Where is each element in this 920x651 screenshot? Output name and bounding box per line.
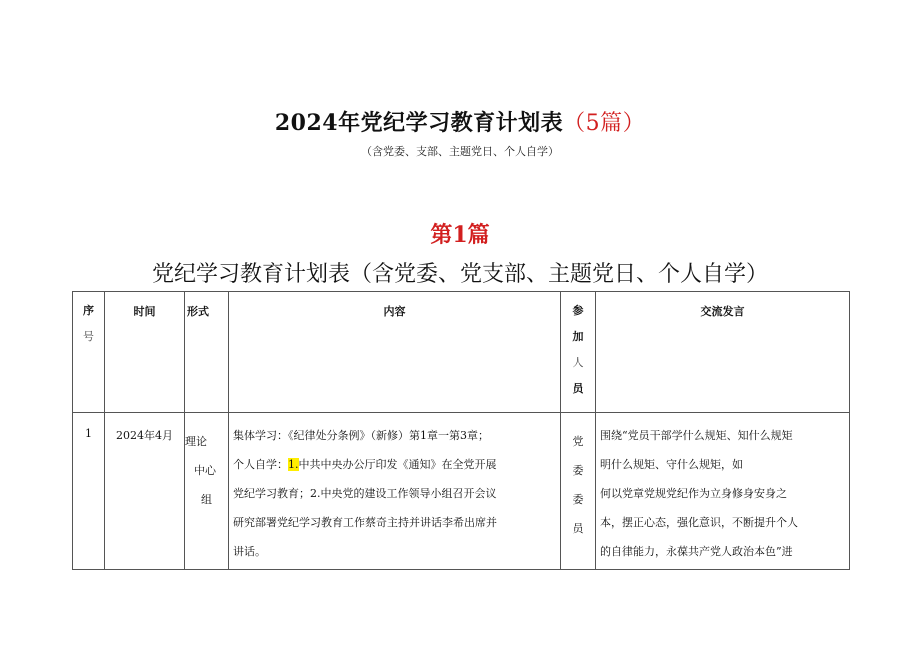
cell-speech: 围绕“党员干部学什么规矩、知什么规矩 明什么规矩、守什么规矩，如 何以党章党规党纪作为立身修身安身之 本，摆正心态，强化意识，不断提升个人 的自律能力，永葆共产党人政治本色”进 (596, 413, 850, 570)
table-title: 党纪学习教育计划表（含党委、党支部、主题党日、个人自学） (151, 262, 768, 287)
header-time: 时间 (105, 292, 185, 413)
cell-content: 集体学习：《纪律处分条例》（新修）第1章一第3章； 个人自学：1.中共中央办公厅印发《通知》在全党开展 党纪学习教育；2.中央党的建设工作领导小组召开会议 研究部署党纪学习教育工作蔡奇主持并讲话李希出席并 讲话。 (229, 413, 561, 570)
table-row (73, 413, 850, 570)
header-seq: 序 号 (73, 292, 105, 413)
cell-seq: 1 (73, 413, 105, 570)
section-label: 第1篇 (430, 222, 490, 248)
cell-participants: 党 委 委 员 (561, 413, 596, 570)
cell-form: 理论 中心 组 (185, 413, 229, 570)
header-form: 形式 (185, 292, 229, 413)
document-title (0, 106, 920, 137)
table-header-row (73, 292, 850, 413)
header-speech: 交流发言 (596, 292, 850, 413)
document-title-suffix: （5篇） (563, 111, 646, 136)
document-title-main: 2024年党纪学习教育计划表 (274, 110, 564, 136)
plan-table (72, 291, 850, 570)
header-participants: 参 加 人 员 (561, 292, 596, 413)
highlight-mark: 1. (288, 458, 299, 471)
document-subtitle: （含党委、支部、主题党日、个人自学） (361, 145, 559, 158)
cell-time: 2024年4月 (105, 413, 185, 570)
header-content: 内容 (229, 292, 561, 413)
